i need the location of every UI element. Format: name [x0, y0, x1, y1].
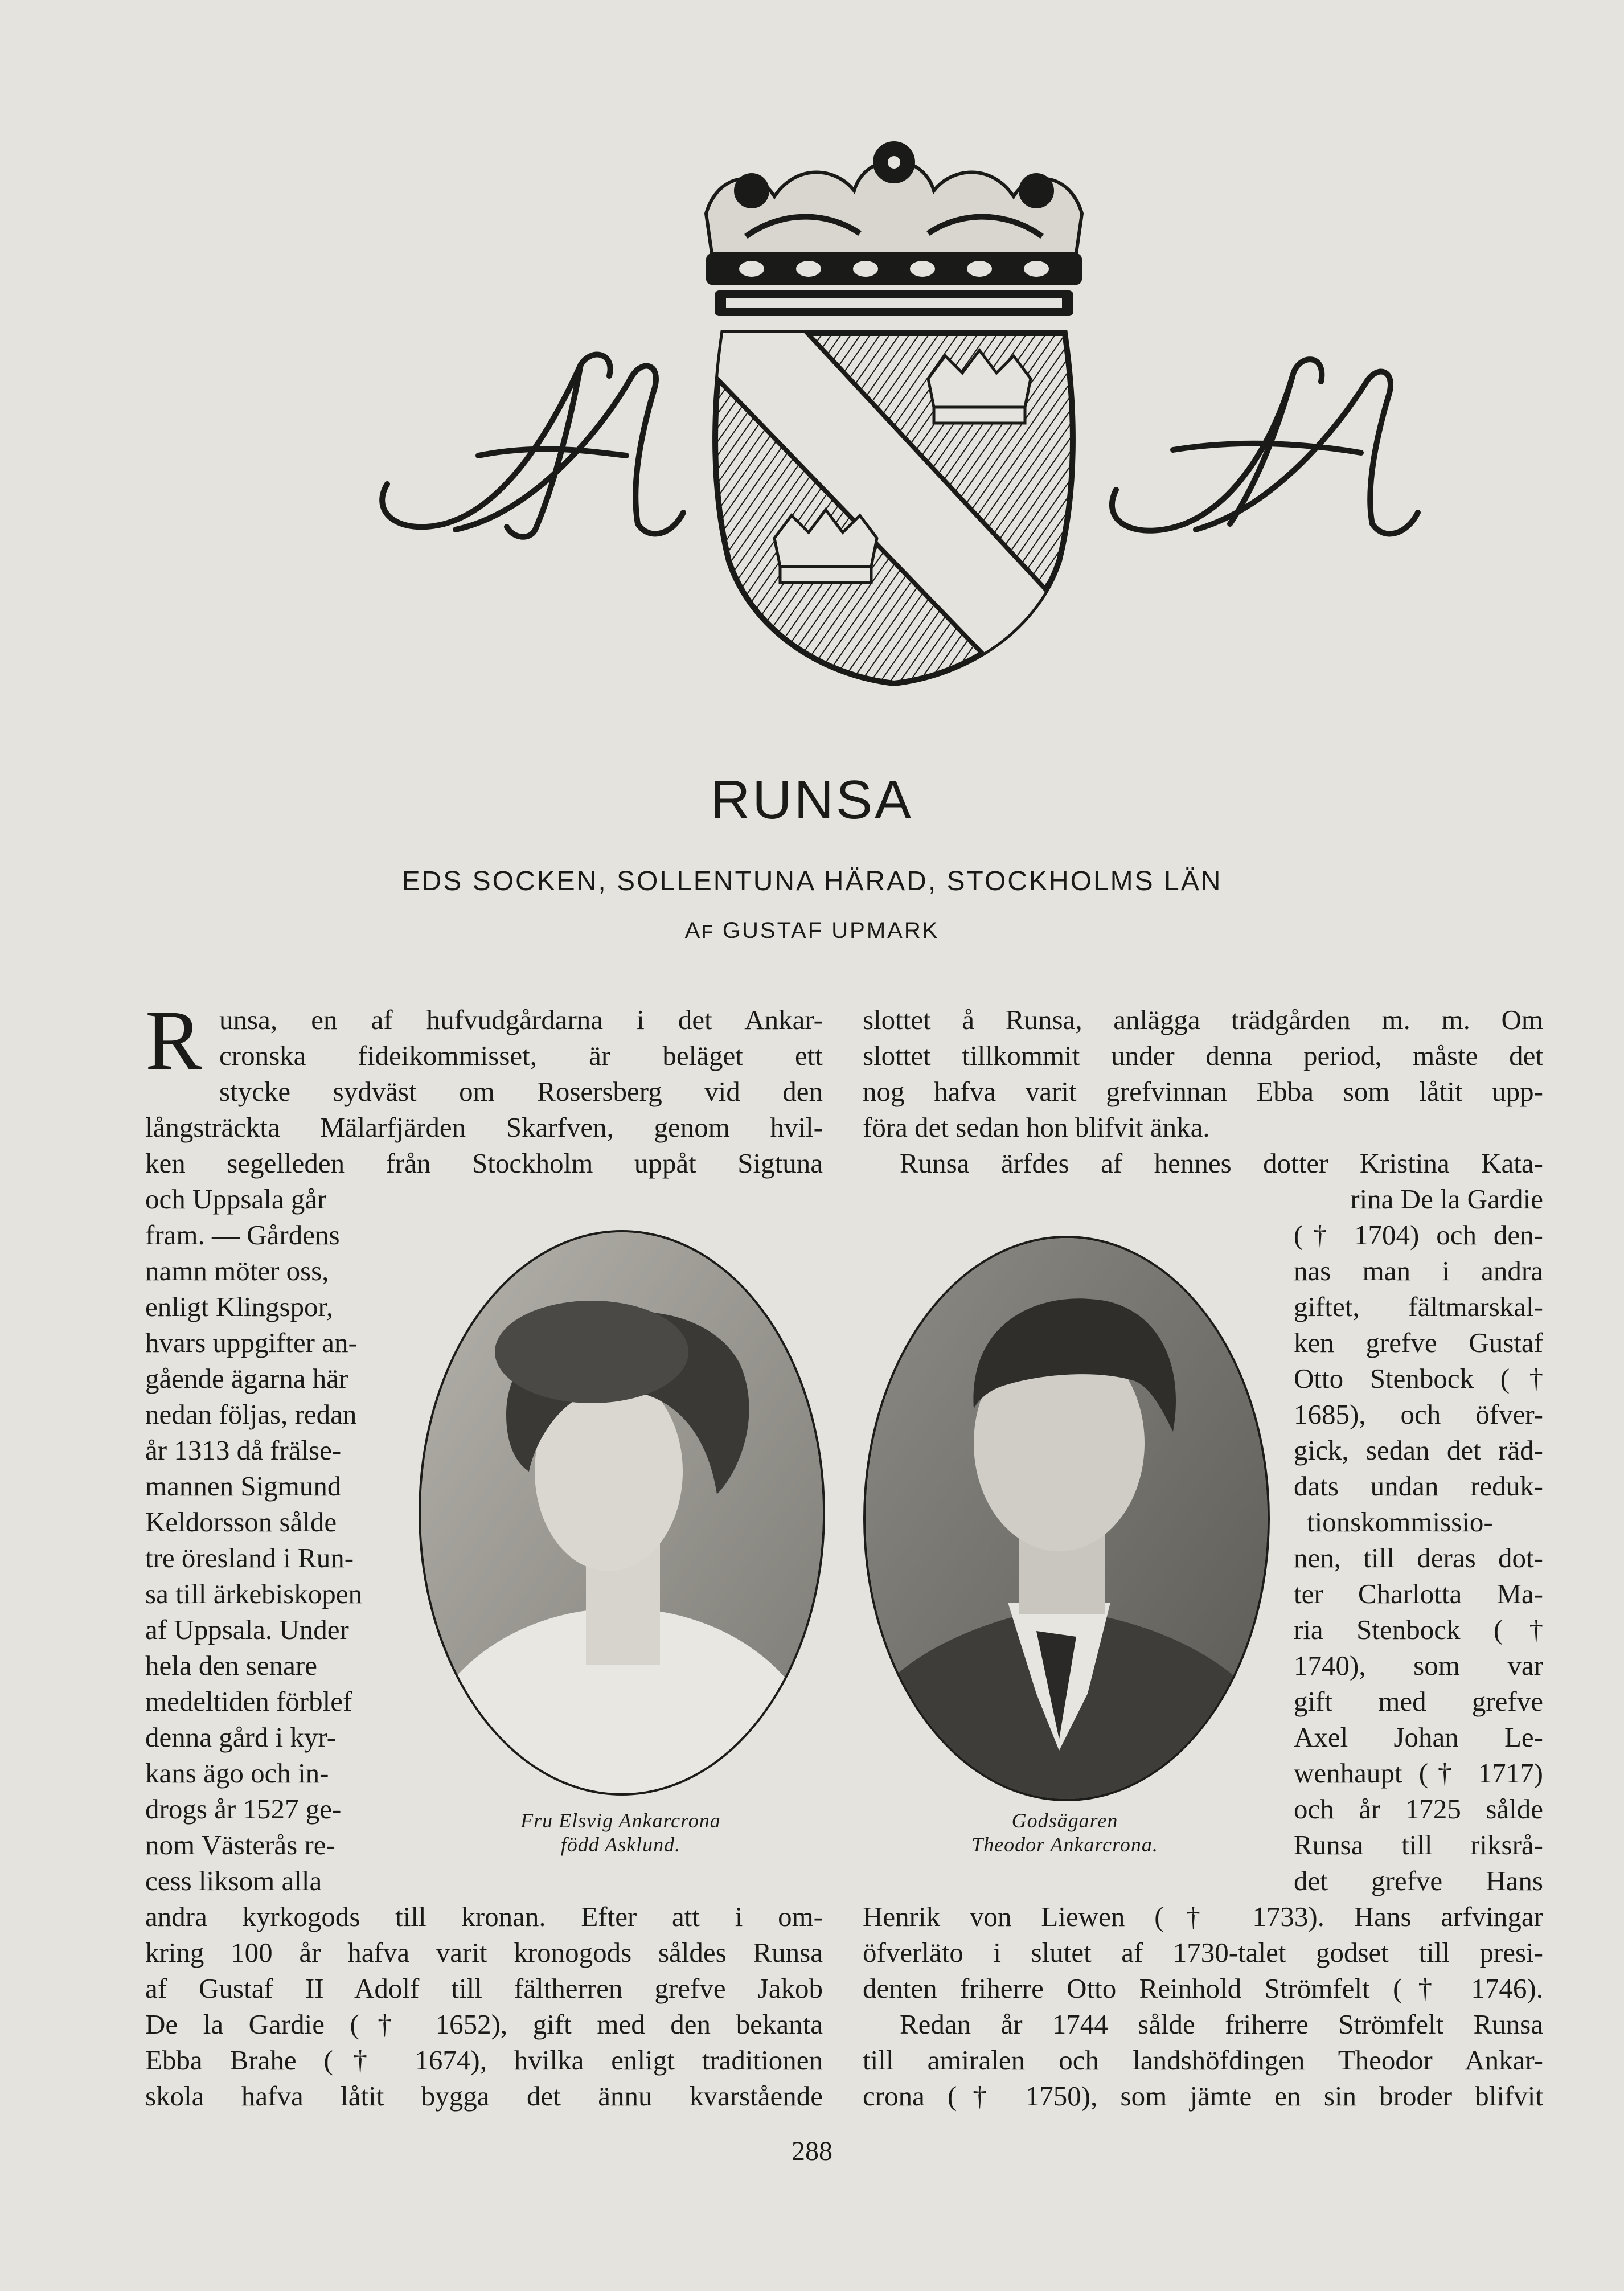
text-line: gående ägarna här [145, 1363, 348, 1394]
text-line: nas man i andra [1294, 1255, 1543, 1286]
text-line: wenhaupt († 1717) [1294, 1757, 1543, 1789]
text-line: andra kyrkogods till kronan. Efter att i om- [145, 1901, 823, 1932]
monogram-right-icon [1093, 342, 1424, 547]
text-line: Redan år 1744 sålde friherre Strömfelt Runsa [900, 2009, 1543, 2040]
text-line: hvars uppgifter an- [145, 1327, 358, 1358]
text-line: Keldorsson sålde [145, 1506, 337, 1538]
text-line: slottet å Runsa, anlägga trädgården m. m. Om [863, 1004, 1543, 1035]
text-line: år 1313 då frälse- [145, 1435, 342, 1466]
text-line: af Uppsala. Under [145, 1614, 349, 1645]
text-line: kans ägo och in- [145, 1757, 329, 1789]
text-line: det grefve Hans [1294, 1865, 1543, 1896]
text-line: giftet, fältmarskal- [1294, 1291, 1543, 1322]
text-line: Runsa till riksrå- [1294, 1829, 1543, 1860]
page-number: 288 [792, 2136, 832, 2166]
portrait-woman-caption: Fru Elsvig Ankarcrona född Asklund. [520, 1809, 721, 1856]
text-line: 1740), som var [1294, 1650, 1543, 1681]
text-line: namn möter oss, [145, 1255, 329, 1286]
text-line: denten friherre Otto Reinhold Strömfelt († 1746). [863, 1973, 1543, 2004]
text-line: nom Västerås re- [145, 1829, 335, 1860]
text-line: och år 1725 sålde [1294, 1793, 1543, 1825]
article-title: RUNSA [710, 769, 914, 830]
text-line: hela den senare [145, 1650, 317, 1681]
text-line: fram. — Gårdens [145, 1219, 340, 1251]
text-line: öfverläto i slutet af 1730-talet godset till presi- [863, 1937, 1543, 1968]
text-line: denna gård i kyr- [145, 1722, 337, 1753]
portrait-man [863, 1236, 1270, 1801]
text-line: († 1704) och den- [1294, 1219, 1543, 1251]
text-line: ken segelleden från Stockholm uppåt Sigtuna [145, 1147, 823, 1179]
portrait-woman [419, 1230, 825, 1796]
text-line: kring 100 år hafva varit kronogods såldes Runsa [145, 1937, 823, 1968]
drop-cap: R [145, 993, 203, 1088]
text-line: gick, sedan det räd- [1294, 1435, 1543, 1466]
article-subtitle: EDS SOCKEN, SOLLENTUNA HÄRAD, STOCKHOLMS LÄN [401, 866, 1223, 896]
text-line: Otto Stenbock († [1294, 1363, 1543, 1394]
text-line: sa till ärkebiskopen [145, 1578, 363, 1609]
text-line: ria Stenbock († [1294, 1614, 1543, 1645]
text-line: slottet tillkommit under denna period, måste det [863, 1040, 1543, 1071]
text-line: skola hafva låtit bygga det ännu kvarstående [145, 2080, 823, 2112]
text-line: unsa, en af hufvudgårdarna i det Ankar- [219, 1004, 823, 1035]
text-line: crona († 1750), som jämte en sin broder blifvit [863, 2080, 1543, 2112]
text-line: cronska fideikommisset, är beläget ett [219, 1040, 823, 1071]
text-line: nedan följas, redan [145, 1399, 357, 1430]
text-line: föra det sedan hon blifvit änka. [863, 1112, 1210, 1143]
article-author: AF GUSTAF UPMARK [684, 918, 940, 943]
text-line: Runsa ärfdes af hennes dotter Kristina Kata- [900, 1147, 1543, 1179]
text-line: och Uppsala går [145, 1183, 327, 1215]
text-line: ken grefve Gustaf [1294, 1327, 1543, 1358]
text-line: medeltiden förblef [145, 1686, 352, 1717]
portrait-man-caption: Godsägaren Theodor Ankarcrona. [971, 1809, 1158, 1856]
text-line: af Gustaf II Adolf till fältherren grefve Jakob [145, 1973, 823, 2004]
text-line: tre öresland i Run- [145, 1542, 354, 1573]
text-line: dats undan reduk- [1294, 1470, 1543, 1502]
text-line: nen, till deras dot- [1294, 1542, 1543, 1573]
text-line: nog hafva varit grefvinnan Ebba som låtit upp- [863, 1076, 1543, 1107]
text-line: enligt Klingspor, [145, 1291, 334, 1322]
text-line: långsträckta Mälarfjärden Skarfven, genom hvil- [145, 1112, 823, 1143]
text-line: stycke sydväst om Rosersberg vid den [219, 1076, 823, 1107]
text-line: ter Charlotta Ma- [1294, 1578, 1543, 1609]
text-line: cess liksom alla [145, 1865, 322, 1896]
text-line: tionskommissio- [1307, 1506, 1493, 1538]
text-line: till amiralen och landshöfdingen Theodor Ankar- [863, 2044, 1543, 2076]
portrait-woman-image [421, 1232, 823, 1793]
text-line: gift med grefve [1294, 1686, 1543, 1717]
text-line: De la Gardie († 1652), gift med den bekanta [145, 2009, 823, 2040]
text-line: rina De la Gardie [1350, 1183, 1543, 1215]
text-line: 1685), och öfver- [1294, 1399, 1543, 1430]
text-line: Axel Johan Le- [1294, 1722, 1543, 1753]
text-line: mannen Sigmund [145, 1470, 342, 1502]
monogram-left-icon [364, 342, 695, 547]
text-line: drogs år 1527 ge- [145, 1793, 342, 1825]
portrait-man-image [866, 1238, 1268, 1799]
text-line: Ebba Brahe († 1674), hvilka enligt traditionen [145, 2044, 823, 2076]
text-line: Henrik von Liewen († 1733). Hans arfvingar [863, 1901, 1543, 1932]
coat-of-arms-icon [683, 128, 1105, 689]
